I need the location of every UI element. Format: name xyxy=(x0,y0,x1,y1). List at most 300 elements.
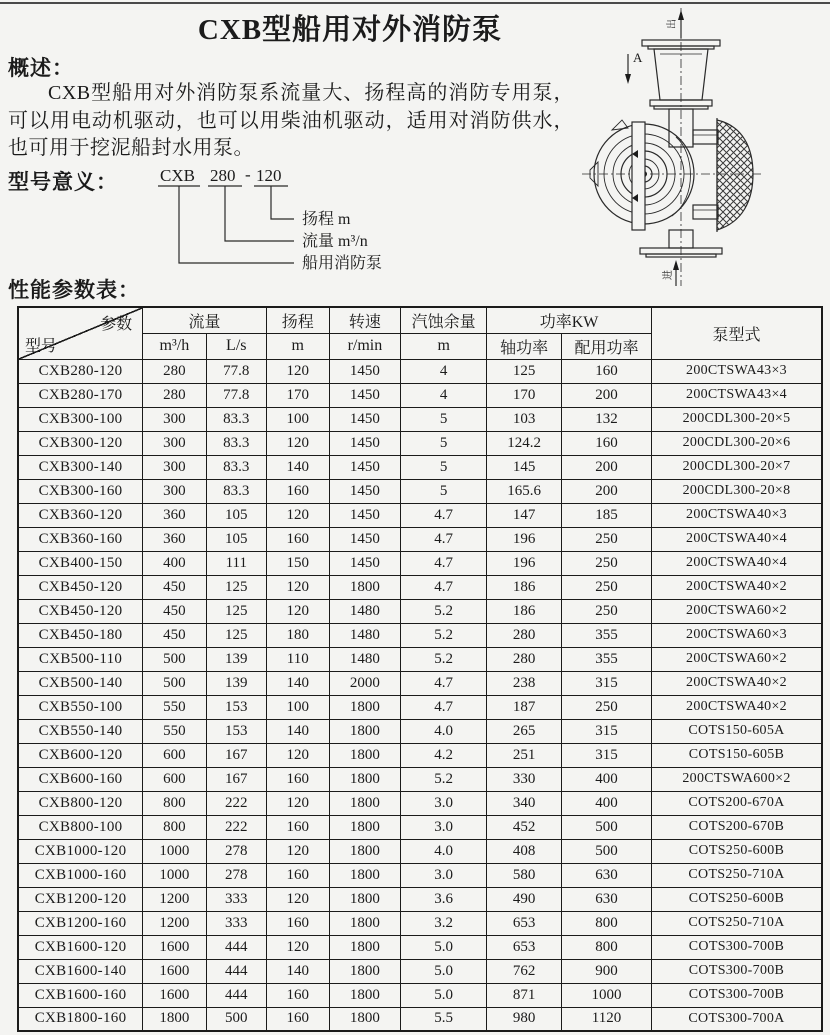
cell-value: 444 xyxy=(206,959,266,983)
cell-model: CXB1600-140 xyxy=(18,959,143,983)
cell-value: 222 xyxy=(206,791,266,815)
cell-value: 167 xyxy=(206,767,266,791)
table-row xyxy=(18,791,822,815)
cell-value: 153 xyxy=(206,719,266,743)
cell-value: 170 xyxy=(487,383,562,407)
cell-value: 139 xyxy=(206,671,266,695)
cell-model: CXB300-100 xyxy=(18,407,143,431)
cell-value: 105 xyxy=(206,503,266,527)
cell-value: 315 xyxy=(561,743,651,767)
cell-model: CXB400-150 xyxy=(18,551,143,575)
cell-value: 5.0 xyxy=(401,983,487,1007)
cell-value: 250 xyxy=(561,551,651,575)
header-power: 功率KW xyxy=(487,307,652,333)
model-meaning-heading: 型号意义： xyxy=(8,170,118,194)
cell-value: 333 xyxy=(206,887,266,911)
cell-value: 800 xyxy=(143,791,207,815)
cell-value: 145 xyxy=(487,455,562,479)
cell-value: 653 xyxy=(487,911,562,935)
table-row xyxy=(18,863,822,887)
cell-value: 1480 xyxy=(329,623,401,647)
cell-value: 400 xyxy=(143,551,207,575)
cell-value: 5.0 xyxy=(401,935,487,959)
cell-value: 408 xyxy=(487,839,562,863)
cell-pump-type: 200CTSWA40×3 xyxy=(652,503,823,527)
table-row xyxy=(18,647,822,671)
cell-value: 1800 xyxy=(143,1007,207,1031)
cell-value: 120 xyxy=(266,839,329,863)
cell-value: 1450 xyxy=(329,527,401,551)
cell-value: 1600 xyxy=(143,935,207,959)
cell-value: 315 xyxy=(561,719,651,743)
table-row xyxy=(18,767,822,791)
cell-value: 450 xyxy=(143,623,207,647)
cell-value: 490 xyxy=(487,887,562,911)
header-pump-type: 泵型式 xyxy=(652,307,823,359)
cell-value: 1000 xyxy=(143,839,207,863)
cell-value: 150 xyxy=(266,551,329,575)
cell-value: 630 xyxy=(561,863,651,887)
cell-value: 1800 xyxy=(329,575,401,599)
model-label-type: 船用消防泵 xyxy=(302,255,383,272)
corner-label-model: 型号 xyxy=(25,337,58,355)
header-flow-ls: L/s xyxy=(206,333,266,359)
cell-value: 333 xyxy=(206,911,266,935)
cell-value: 500 xyxy=(143,647,207,671)
cell-value: 103 xyxy=(487,407,562,431)
table-row xyxy=(18,935,822,959)
cell-value: 653 xyxy=(487,935,562,959)
cell-value: 222 xyxy=(206,815,266,839)
cell-model: CXB600-160 xyxy=(18,767,143,791)
cell-value: 120 xyxy=(266,599,329,623)
cell-value: 1450 xyxy=(329,359,401,383)
section-a-label: A xyxy=(633,50,643,65)
table-row xyxy=(18,455,822,479)
table-row xyxy=(18,815,822,839)
cell-pump-type: COTS150-605B xyxy=(652,743,823,767)
cell-pump-type: COTS250-710A xyxy=(652,863,823,887)
cell-value: 1600 xyxy=(143,959,207,983)
cell-value: 160 xyxy=(266,815,329,839)
cell-value: 200 xyxy=(561,479,651,503)
cell-value: 1800 xyxy=(329,983,401,1007)
cell-value: 280 xyxy=(487,647,562,671)
cell-pump-type: 200CTSWA40×2 xyxy=(652,575,823,599)
cell-model: CXB1200-120 xyxy=(18,887,143,911)
header-speed-unit: r/min xyxy=(329,333,401,359)
cell-model: CXB360-120 xyxy=(18,503,143,527)
table-row xyxy=(18,551,822,575)
performance-table-heading: 性能参数表： xyxy=(8,278,140,302)
cell-value: 444 xyxy=(206,983,266,1007)
header-speed: 转速 xyxy=(329,307,401,333)
cell-value: 120 xyxy=(266,935,329,959)
cell-value: 167 xyxy=(206,743,266,767)
header-power-rated: 配用功率 xyxy=(561,333,651,359)
cell-value: 280 xyxy=(143,359,207,383)
table-row xyxy=(18,1007,822,1031)
cell-value: 500 xyxy=(561,839,651,863)
cell-value: 3.6 xyxy=(401,887,487,911)
cell-value: 762 xyxy=(487,959,562,983)
cell-value: 77.8 xyxy=(206,383,266,407)
header-head: 扬程 xyxy=(266,307,329,333)
cell-value: 100 xyxy=(266,407,329,431)
cell-value: 120 xyxy=(266,575,329,599)
page-title: CXB型船用对外消防泵 xyxy=(197,14,503,46)
model-meaning-diagram xyxy=(142,164,482,276)
cell-value: 124.2 xyxy=(487,431,562,455)
cell-value: 355 xyxy=(561,647,651,671)
table-row xyxy=(18,383,822,407)
cell-pump-type: 200CTSWA43×4 xyxy=(652,383,823,407)
cell-value: 120 xyxy=(266,791,329,815)
cell-value: 340 xyxy=(487,791,562,815)
cell-value: 300 xyxy=(143,431,207,455)
cell-value: 1450 xyxy=(329,455,401,479)
cell-value: 125 xyxy=(206,599,266,623)
cell-value: 600 xyxy=(143,743,207,767)
cell-value: 5.2 xyxy=(401,599,487,623)
cell-value: 120 xyxy=(266,431,329,455)
cell-value: 160 xyxy=(266,911,329,935)
cell-value: 111 xyxy=(206,551,266,575)
cell-model: CXB600-120 xyxy=(18,743,143,767)
cell-value: 4.7 xyxy=(401,695,487,719)
cell-value: 4.7 xyxy=(401,575,487,599)
cell-value: 1800 xyxy=(329,815,401,839)
cell-value: 444 xyxy=(206,935,266,959)
cell-value: 355 xyxy=(561,623,651,647)
cell-value: 450 xyxy=(143,575,207,599)
cell-value: 1800 xyxy=(329,839,401,863)
cell-model: CXB1000-160 xyxy=(18,863,143,887)
cell-pump-type: COTS250-600B xyxy=(652,839,823,863)
cell-model: CXB1000-120 xyxy=(18,839,143,863)
table-row xyxy=(18,599,822,623)
table-row xyxy=(18,719,822,743)
cell-value: 160 xyxy=(266,863,329,887)
cell-value: 5.2 xyxy=(401,767,487,791)
cell-pump-type: 200CTSWA60×3 xyxy=(652,623,823,647)
cell-value: 1800 xyxy=(329,719,401,743)
cell-value: 3.0 xyxy=(401,863,487,887)
cell-value: 110 xyxy=(266,647,329,671)
cell-model: CXB280-120 xyxy=(18,359,143,383)
model-label-flow: 流量 m³/n xyxy=(302,233,368,250)
cell-pump-type: COTS300-700B xyxy=(652,959,823,983)
cell-model: CXB550-100 xyxy=(18,695,143,719)
cell-value: 238 xyxy=(487,671,562,695)
cell-value: 550 xyxy=(143,695,207,719)
cell-value: 980 xyxy=(487,1007,562,1031)
cell-value: 4.7 xyxy=(401,551,487,575)
cell-value: 4.2 xyxy=(401,743,487,767)
cell-model: CXB300-120 xyxy=(18,431,143,455)
cell-value: 1450 xyxy=(329,431,401,455)
pump-drawing xyxy=(576,2,828,294)
table-row xyxy=(18,839,822,863)
cell-model: CXB1800-160 xyxy=(18,1007,143,1031)
cell-value: 5 xyxy=(401,455,487,479)
cell-value: 400 xyxy=(561,791,651,815)
cell-pump-type: 200CTSWA40×4 xyxy=(652,551,823,575)
cell-value: 153 xyxy=(206,695,266,719)
cell-value: 1200 xyxy=(143,887,207,911)
cell-value: 160 xyxy=(266,767,329,791)
cell-value: 147 xyxy=(487,503,562,527)
cell-value: 160 xyxy=(561,431,651,455)
cell-value: 160 xyxy=(266,527,329,551)
cell-value: 300 xyxy=(143,479,207,503)
cell-pump-type: 200CTSWA40×4 xyxy=(652,527,823,551)
cell-pump-type: 200CDL300-20×5 xyxy=(652,407,823,431)
cell-value: 140 xyxy=(266,719,329,743)
cell-value: 265 xyxy=(487,719,562,743)
cell-model: CXB450-180 xyxy=(18,623,143,647)
cell-pump-type: 200CTSWA60×2 xyxy=(652,599,823,623)
cell-model: CXB550-140 xyxy=(18,719,143,743)
cell-value: 125 xyxy=(487,359,562,383)
cell-value: 4 xyxy=(401,383,487,407)
table-row xyxy=(18,671,822,695)
cell-value: 165.6 xyxy=(487,479,562,503)
cell-value: 250 xyxy=(561,527,651,551)
cell-value: 1450 xyxy=(329,479,401,503)
cell-value: 5.2 xyxy=(401,647,487,671)
cell-value: 580 xyxy=(487,863,562,887)
cell-value: 1800 xyxy=(329,863,401,887)
cell-pump-type: COTS300-700A xyxy=(652,1007,823,1031)
header-power-shaft: 轴功率 xyxy=(487,333,562,359)
outlet-label: 出 xyxy=(667,19,678,29)
cell-value: 160 xyxy=(266,479,329,503)
cell-value: 125 xyxy=(206,575,266,599)
cell-value: 330 xyxy=(487,767,562,791)
cell-value: 100 xyxy=(266,695,329,719)
cell-value: 500 xyxy=(143,671,207,695)
overview-heading: 概述： xyxy=(8,56,74,80)
cell-pump-type: 200CTSWA40×2 xyxy=(652,695,823,719)
cell-value: 140 xyxy=(266,671,329,695)
cell-value: 125 xyxy=(206,623,266,647)
cell-value: 600 xyxy=(143,767,207,791)
cell-value: 871 xyxy=(487,983,562,1007)
cell-value: 132 xyxy=(561,407,651,431)
cell-pump-type: 200CTSWA40×2 xyxy=(652,671,823,695)
table-row xyxy=(18,623,822,647)
model-code-prefix: CXB xyxy=(160,166,195,185)
cell-model: CXB450-120 xyxy=(18,599,143,623)
cell-value: 5 xyxy=(401,431,487,455)
cell-value: 1450 xyxy=(329,383,401,407)
model-label-head: 扬程 m xyxy=(302,211,351,228)
cell-value: 630 xyxy=(561,887,651,911)
cell-value: 5.2 xyxy=(401,623,487,647)
cell-pump-type: COTS300-700B xyxy=(652,935,823,959)
cell-value: 140 xyxy=(266,959,329,983)
cell-pump-type: 200CTSWA600×2 xyxy=(652,767,823,791)
cell-value: 550 xyxy=(143,719,207,743)
cell-value: 1800 xyxy=(329,695,401,719)
cell-value: 1000 xyxy=(143,863,207,887)
cell-value: 120 xyxy=(266,743,329,767)
model-code-head: 120 xyxy=(256,166,282,185)
cell-value: 4.0 xyxy=(401,719,487,743)
cell-value: 83.3 xyxy=(206,479,266,503)
inlet-label: 进 xyxy=(663,270,674,280)
cell-value: 1800 xyxy=(329,887,401,911)
cell-pump-type: 200CDL300-20×6 xyxy=(652,431,823,455)
cell-value: 900 xyxy=(561,959,651,983)
cell-value: 160 xyxy=(266,1007,329,1031)
cell-value: 1800 xyxy=(329,743,401,767)
table-row xyxy=(18,959,822,983)
cell-value: 200 xyxy=(561,455,651,479)
cell-pump-type: COTS300-700B xyxy=(652,983,823,1007)
cell-value: 500 xyxy=(206,1007,266,1031)
cell-model: CXB500-110 xyxy=(18,647,143,671)
cell-value: 120 xyxy=(266,887,329,911)
cell-value: 77.8 xyxy=(206,359,266,383)
header-flow: 流量 xyxy=(143,307,267,333)
cell-pump-type: COTS150-605A xyxy=(652,719,823,743)
cell-value: 1450 xyxy=(329,503,401,527)
cell-value: 4 xyxy=(401,359,487,383)
cell-pump-type: 200CDL300-20×8 xyxy=(652,479,823,503)
table-row xyxy=(18,983,822,1007)
cell-model: CXB300-140 xyxy=(18,455,143,479)
cell-value: 250 xyxy=(561,599,651,623)
cell-value: 196 xyxy=(487,551,562,575)
cell-value: 3.0 xyxy=(401,791,487,815)
cell-pump-type: 200CDL300-20×7 xyxy=(652,455,823,479)
cell-value: 5.0 xyxy=(401,959,487,983)
cell-value: 800 xyxy=(561,911,651,935)
cell-value: 300 xyxy=(143,407,207,431)
header-npsh: 汽蚀余量 xyxy=(401,307,487,333)
cell-value: 139 xyxy=(206,647,266,671)
cell-value: 1600 xyxy=(143,983,207,1007)
cell-value: 450 xyxy=(143,599,207,623)
cell-value: 3.2 xyxy=(401,911,487,935)
cell-value: 120 xyxy=(266,359,329,383)
cell-pump-type: COTS200-670A xyxy=(652,791,823,815)
cell-value: 5 xyxy=(401,407,487,431)
corner-label-parameter: 参数 xyxy=(100,316,133,333)
cell-value: 83.3 xyxy=(206,455,266,479)
cell-value: 105 xyxy=(206,527,266,551)
cell-pump-type: 200CTSWA60×2 xyxy=(652,647,823,671)
cell-value: 1480 xyxy=(329,599,401,623)
cell-value: 250 xyxy=(561,575,651,599)
cell-value: 452 xyxy=(487,815,562,839)
cell-model: CXB800-100 xyxy=(18,815,143,839)
cell-value: 1800 xyxy=(329,911,401,935)
cell-value: 280 xyxy=(487,623,562,647)
cell-value: 185 xyxy=(561,503,651,527)
cell-value: 360 xyxy=(143,503,207,527)
cell-value: 187 xyxy=(487,695,562,719)
cell-value: 186 xyxy=(487,599,562,623)
cell-model: CXB1600-120 xyxy=(18,935,143,959)
cell-value: 83.3 xyxy=(206,431,266,455)
header-row-1 xyxy=(18,307,822,333)
table-row xyxy=(18,431,822,455)
table-row xyxy=(18,743,822,767)
cell-pump-type: 200CTSWA43×3 xyxy=(652,359,823,383)
cell-value: 4.7 xyxy=(401,503,487,527)
cell-model: CXB500-140 xyxy=(18,671,143,695)
model-code-sep: - xyxy=(245,165,251,184)
cell-value: 1480 xyxy=(329,647,401,671)
cell-value: 1120 xyxy=(561,1007,651,1031)
cell-model: CXB450-120 xyxy=(18,575,143,599)
cell-value: 800 xyxy=(561,935,651,959)
cell-value: 4.7 xyxy=(401,671,487,695)
cell-value: 160 xyxy=(266,983,329,1007)
cell-value: 196 xyxy=(487,527,562,551)
cell-value: 300 xyxy=(143,455,207,479)
cell-value: 360 xyxy=(143,527,207,551)
cell-model: CXB1200-160 xyxy=(18,911,143,935)
cell-value: 1800 xyxy=(329,791,401,815)
cell-value: 200 xyxy=(561,383,651,407)
header-npsh-unit: m xyxy=(401,333,487,359)
table-row xyxy=(18,503,822,527)
cell-value: 500 xyxy=(561,815,651,839)
cell-value: 278 xyxy=(206,863,266,887)
cell-value: 5.5 xyxy=(401,1007,487,1031)
table-row xyxy=(18,887,822,911)
cell-value: 1800 xyxy=(329,959,401,983)
cell-value: 400 xyxy=(561,767,651,791)
cell-value: 1450 xyxy=(329,407,401,431)
cell-value: 1200 xyxy=(143,911,207,935)
cell-pump-type: COTS250-710A xyxy=(652,911,823,935)
cell-value: 1000 xyxy=(561,983,651,1007)
table-row xyxy=(18,575,822,599)
cell-value: 83.3 xyxy=(206,407,266,431)
cell-model: CXB280-170 xyxy=(18,383,143,407)
cell-value: 140 xyxy=(266,455,329,479)
cell-value: 120 xyxy=(266,503,329,527)
cell-value: 1450 xyxy=(329,551,401,575)
table-row xyxy=(18,407,822,431)
cell-value: 251 xyxy=(487,743,562,767)
cell-value: 315 xyxy=(561,671,651,695)
cell-value: 180 xyxy=(266,623,329,647)
cell-value: 1800 xyxy=(329,767,401,791)
header-head-unit: m xyxy=(266,333,329,359)
cell-model: CXB800-120 xyxy=(18,791,143,815)
cell-value: 1800 xyxy=(329,1007,401,1031)
cell-model: CXB300-160 xyxy=(18,479,143,503)
cell-pump-type: COTS200-670B xyxy=(652,815,823,839)
table-row xyxy=(18,479,822,503)
cell-model: CXB1600-160 xyxy=(18,983,143,1007)
cell-value: 278 xyxy=(206,839,266,863)
performance-parameters-table xyxy=(17,306,823,1032)
cell-value: 160 xyxy=(561,359,651,383)
cell-value: 5 xyxy=(401,479,487,503)
overview-body: CXB型船用对外消防泵系流量大、扬程高的消防专用泵，可以用电动机驱动，也可以用柴油机驱动，适用对消防供水，也可用于挖泥船封水用泵。 xyxy=(8,82,574,159)
table-row xyxy=(18,527,822,551)
cell-value: 800 xyxy=(143,815,207,839)
corner-header-cell xyxy=(18,307,143,359)
cell-value: 186 xyxy=(487,575,562,599)
